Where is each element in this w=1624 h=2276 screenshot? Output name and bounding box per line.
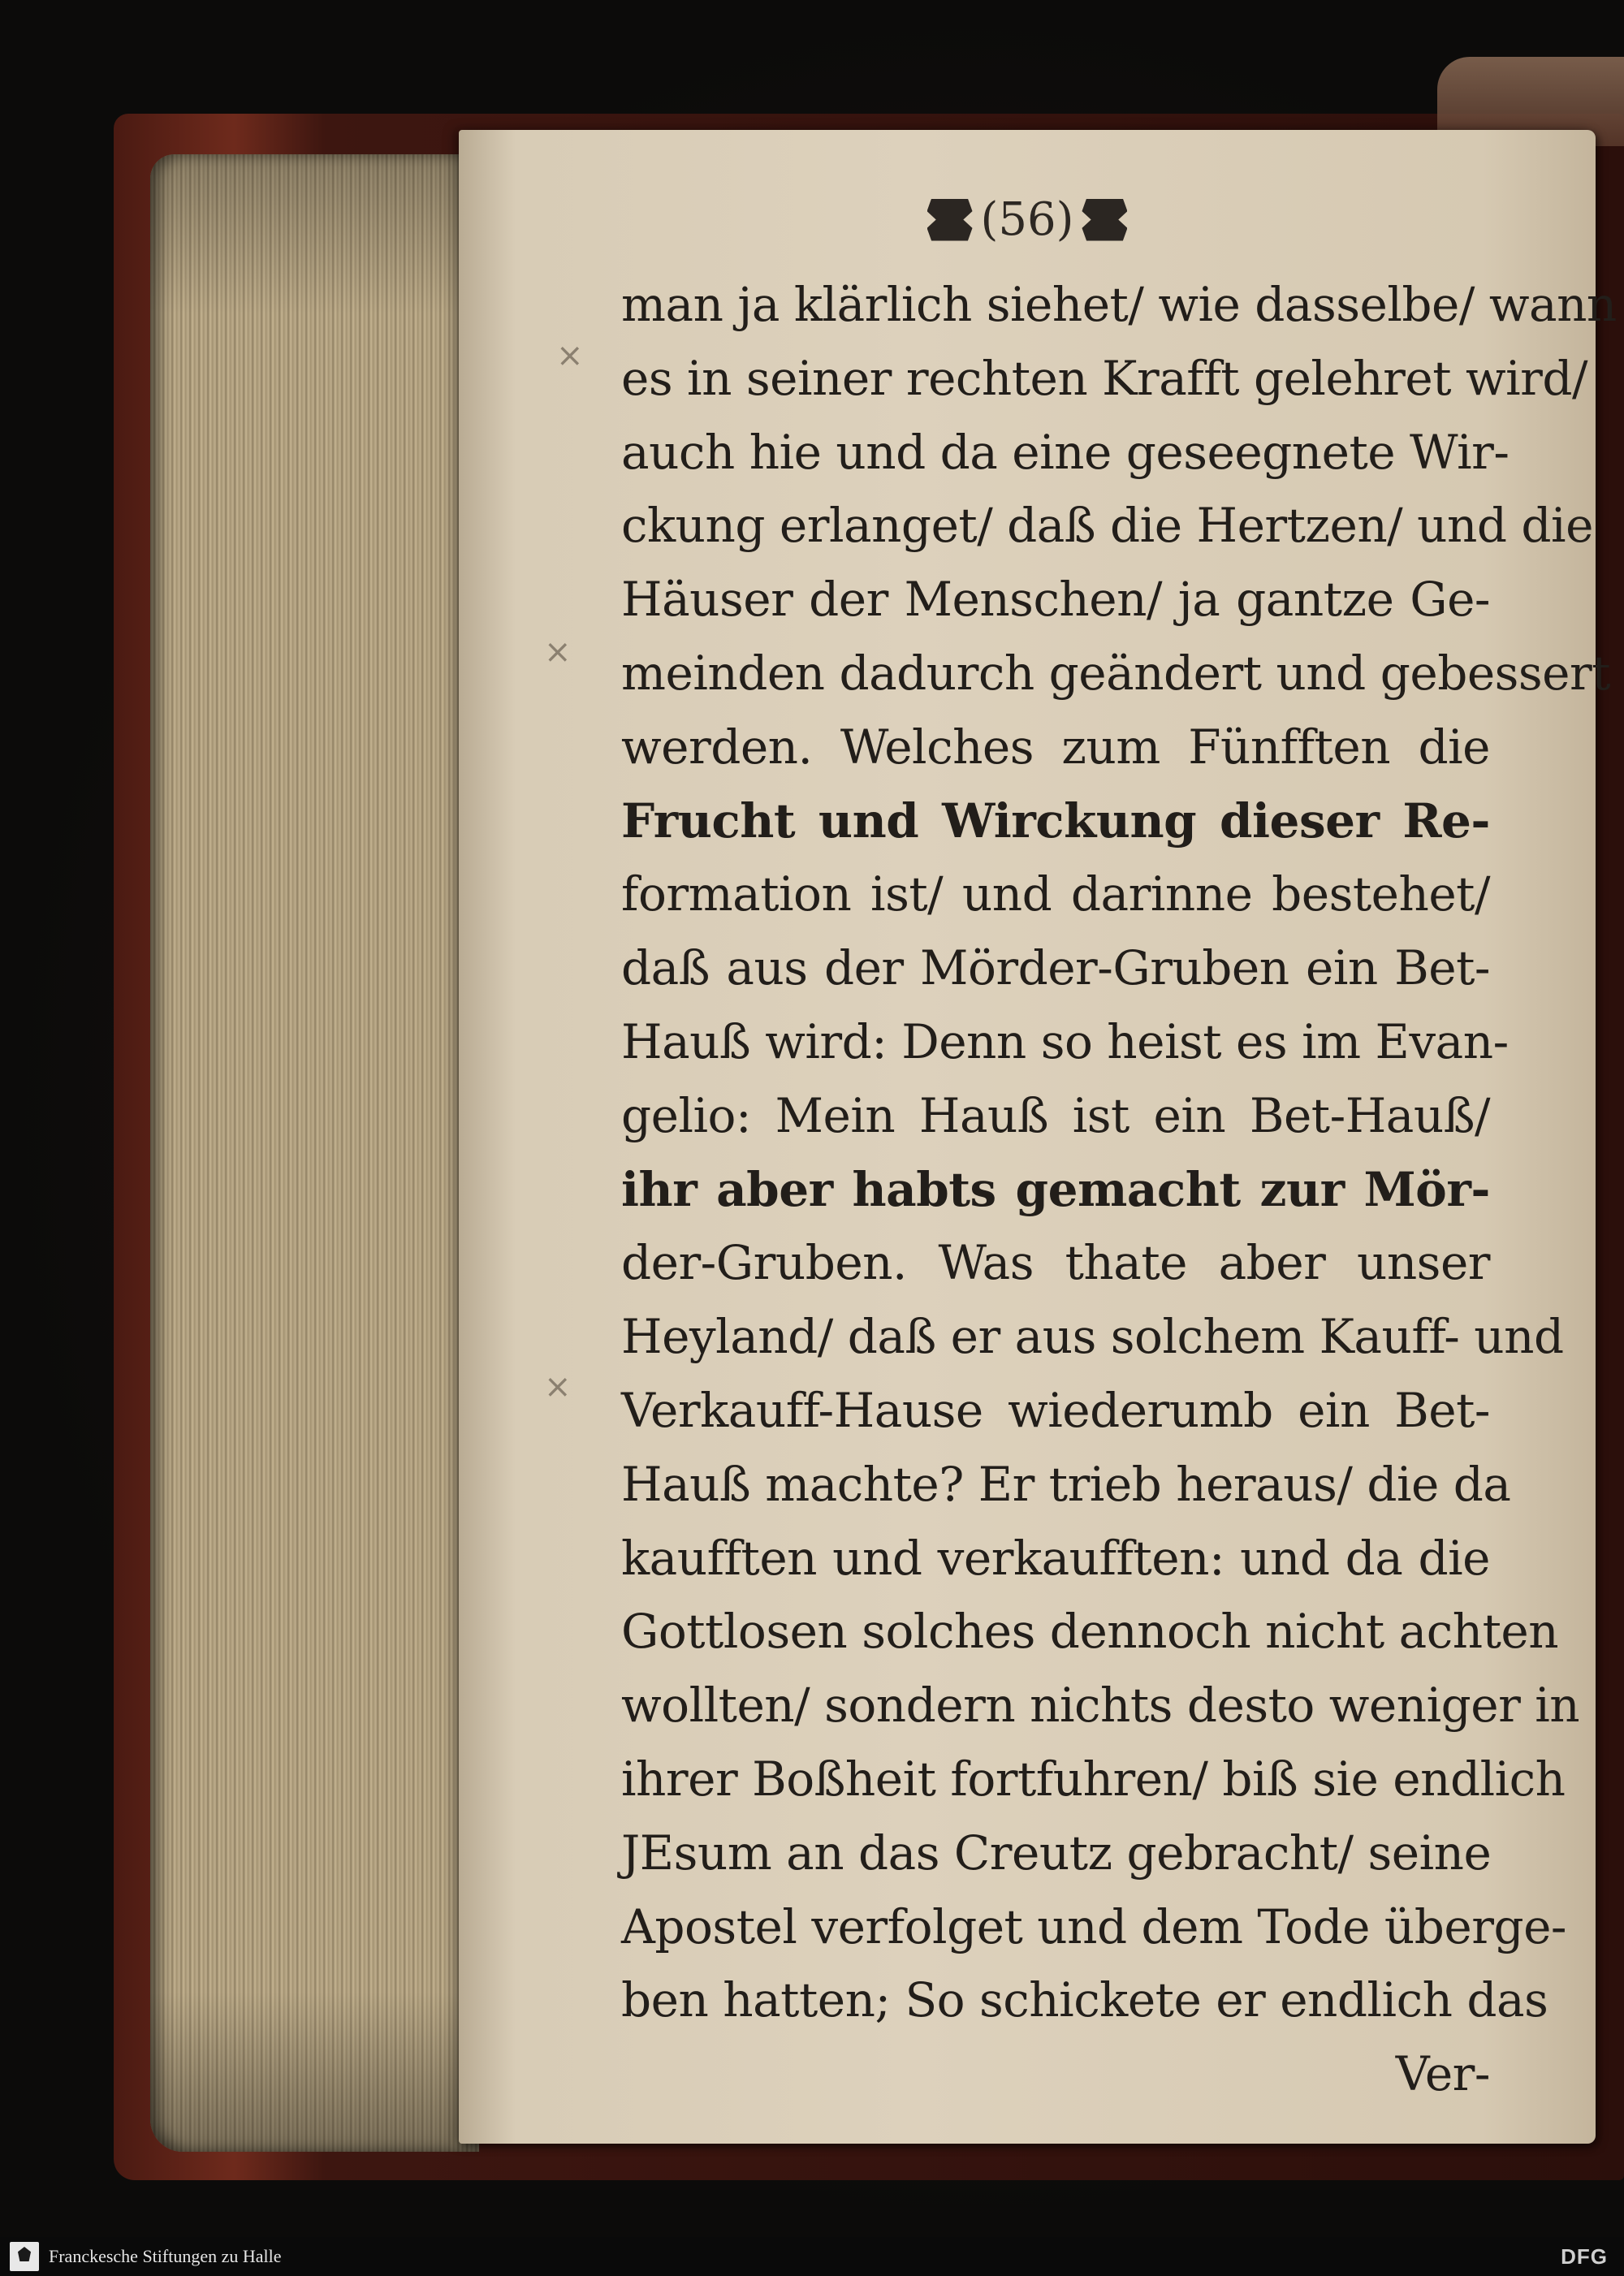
text-line: der-Gruben. Was thate aber unser	[621, 1235, 1490, 1291]
text-line: ckung erlanget/ daß die Hertzen/ und die	[621, 498, 1593, 554]
book-page	[459, 130, 1617, 2144]
text-line: Hauß machte? Er trieb heraus/ die da	[621, 1456, 1511, 1512]
text-line: meinden dadurch geändert und gebessert	[621, 645, 1611, 701]
text-line: man ja klärlich siehet/ wie dasselbe/ wann	[621, 277, 1617, 332]
ornament-right-icon	[1082, 199, 1127, 241]
text-line: werden. Welches zum Fünfften die	[621, 719, 1490, 775]
text-line: Gottlosen solches dennoch nicht achten	[621, 1604, 1559, 1660]
text-line: formation ist/ und darinne bestehet/	[621, 866, 1490, 922]
page-header	[459, 193, 1596, 246]
page-number: (56)	[980, 193, 1074, 246]
text-line: JEsum an das Creutz gebracht/ seine	[621, 1825, 1492, 1881]
text-line: kaufften und verkaufften: und da die	[621, 1530, 1490, 1586]
text-line: Häuser der Menschen/ ja gantze Ge-	[621, 572, 1490, 628]
text-line: wollten/ sondern nichts desto weniger in	[621, 1678, 1580, 1734]
institution-name: Franckesche Stiftungen zu Halle	[49, 2246, 282, 2266]
catchword: Ver-	[1395, 2046, 1490, 2102]
text-line: ihr aber habts gemacht zur Mör-	[621, 1161, 1490, 1217]
institution-logo-icon	[10, 2242, 39, 2271]
text-line: gelio: Mein Hauß ist ein Bet-Hauß/	[621, 1087, 1490, 1143]
text-line: Heyland/ daß er aus solchem Kauff- und	[621, 1309, 1564, 1365]
text-line: auch hie und da eine geseegnete Wir-	[621, 424, 1510, 480]
text-line: ben hatten; So schickete er endlich das	[621, 1972, 1548, 2028]
text-line: Apostel verfolget und dem Tode überge-	[621, 1898, 1566, 1954]
text-line: Frucht und Wirckung dieser Re-	[621, 792, 1490, 849]
margin-mark: ×	[556, 337, 584, 374]
margin-mark: ×	[544, 633, 572, 671]
text-line: ihrer Boßheit fortfuhren/ biß sie endlich	[621, 1751, 1566, 1807]
text-line: Verkauff-Hause wiederumb ein Bet-	[621, 1382, 1490, 1438]
dfg-logo: DFG	[1561, 2244, 1608, 2269]
text-line: Hauß wird: Denn so heist es im Evan-	[621, 1013, 1509, 1069]
footer-bar	[0, 2237, 1624, 2276]
page-text	[621, 268, 1617, 2111]
text-line: daß aus der Mörder-Gruben ein Bet-	[621, 940, 1490, 996]
page-edges	[150, 154, 479, 2152]
text-line: es in seiner rechten Krafft gelehret wird/	[621, 350, 1588, 406]
margin-mark: ×	[544, 1368, 572, 1406]
ornament-left-icon	[927, 199, 973, 241]
